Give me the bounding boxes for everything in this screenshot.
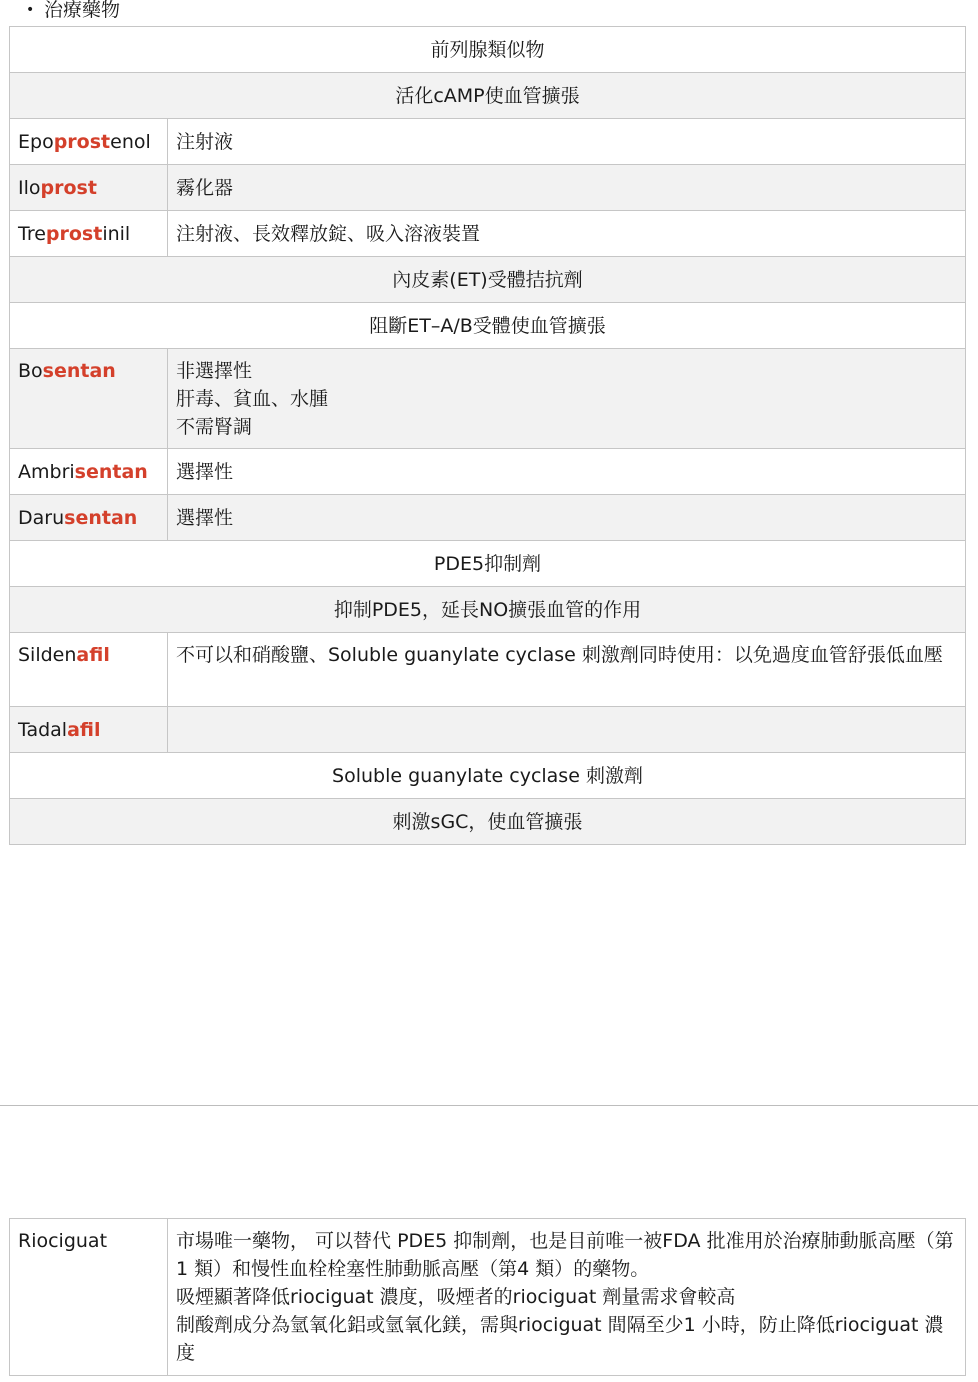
- table-row: [10, 1219, 966, 1376]
- table-row: [10, 165, 966, 211]
- drug-name: Bosentan: [10, 349, 168, 449]
- drug-name: Treprostinil: [10, 211, 168, 257]
- section-mechanism: 活化cAMP使血管擴張: [10, 73, 966, 119]
- drug-table-continued: [9, 1218, 966, 1376]
- drug-name: Darusentan: [10, 495, 168, 541]
- drug-description: 選擇性: [168, 449, 966, 495]
- section-mechanism-row: [10, 303, 966, 349]
- table-row: [10, 349, 966, 449]
- section-title-row: [10, 257, 966, 303]
- section-heading: [26, 0, 120, 22]
- drug-name: Tadalafil: [10, 707, 168, 753]
- section-title: 內皮素(ET)受體拮抗劑: [10, 257, 966, 303]
- table-row: [10, 707, 966, 753]
- table-row: [10, 211, 966, 257]
- table-row: [10, 119, 966, 165]
- drug-suffix-highlight: afil: [76, 644, 110, 666]
- section-title-row: [10, 27, 966, 73]
- drug-description: 霧化器: [168, 165, 966, 211]
- drug-suffix-highlight: sentan: [74, 460, 148, 483]
- section-title: 前列腺類似物: [10, 27, 966, 73]
- table-row: [10, 449, 966, 495]
- drug-description: [168, 707, 966, 753]
- section-title: PDE5抑制劑: [10, 541, 966, 587]
- drug-name: Riociguat: [10, 1219, 168, 1376]
- drug-name: Iloprost: [10, 165, 168, 211]
- drug-suffix-highlight: prost: [45, 222, 103, 245]
- section-mechanism-row: [10, 73, 966, 119]
- drug-suffix-highlight: sentan: [64, 506, 138, 529]
- table-row: [10, 633, 966, 707]
- drug-suffix-highlight: prost: [53, 130, 111, 153]
- drug-name: Epoprostenol: [10, 119, 168, 165]
- drug-name: Ambrisentan: [10, 449, 168, 495]
- drug-description: 市場唯一藥物， 可以替代 PDE5 抑制劑，也是目前唯一被FDA 批准用於治療肺動脈高壓（第1 類）和慢性血栓栓塞性肺動脈高壓（第4 類）的藥物。 吸煙顯著降低riociguat 濃度，吸煙者的riociguat 劑量需求會較高 制酸劑成分為氫氧化鋁或氫氧化鎂，需與riociguat 間隔至少1 小時，防止降低riociguat 濃度: [168, 1219, 966, 1376]
- drug-suffix-highlight: prost: [40, 176, 97, 199]
- drug-suffix-highlight: afil: [67, 718, 101, 741]
- section-mechanism: 抑制PDE5，延長NO擴張血管的作用: [10, 587, 966, 633]
- section-title: Soluble guanylate cyclase 刺激劑: [10, 753, 966, 799]
- drug-description: 注射液、長效釋放錠、吸入溶液裝置: [168, 211, 966, 257]
- section-title-row: [10, 541, 966, 587]
- section-mechanism: 刺激sGC，使血管擴張: [10, 799, 966, 845]
- heading-text: 治療藥物: [44, 0, 121, 21]
- bullet-icon: •: [26, 2, 35, 18]
- section-mechanism-row: [10, 799, 966, 845]
- drug-description: 注射液: [168, 119, 966, 165]
- drug-description: 不可以和硝酸鹽、Soluble guanylate cyclase 刺激劑同時使用：以免過度血管舒張低血壓: [168, 633, 966, 707]
- drug-description: 非選擇性 肝毒、貧血、水腫 不需腎調: [168, 349, 966, 449]
- page-divider: [0, 1105, 978, 1106]
- drug-table: [9, 26, 966, 845]
- drug-suffix-highlight: sentan: [42, 360, 116, 382]
- drug-description: 選擇性: [168, 495, 966, 541]
- section-mechanism-row: [10, 587, 966, 633]
- section-title-row: [10, 753, 966, 799]
- table-row: [10, 495, 966, 541]
- section-mechanism: 阻斷ET–A/B受體使血管擴張: [10, 303, 966, 349]
- drug-name: Sildenafil: [10, 633, 168, 707]
